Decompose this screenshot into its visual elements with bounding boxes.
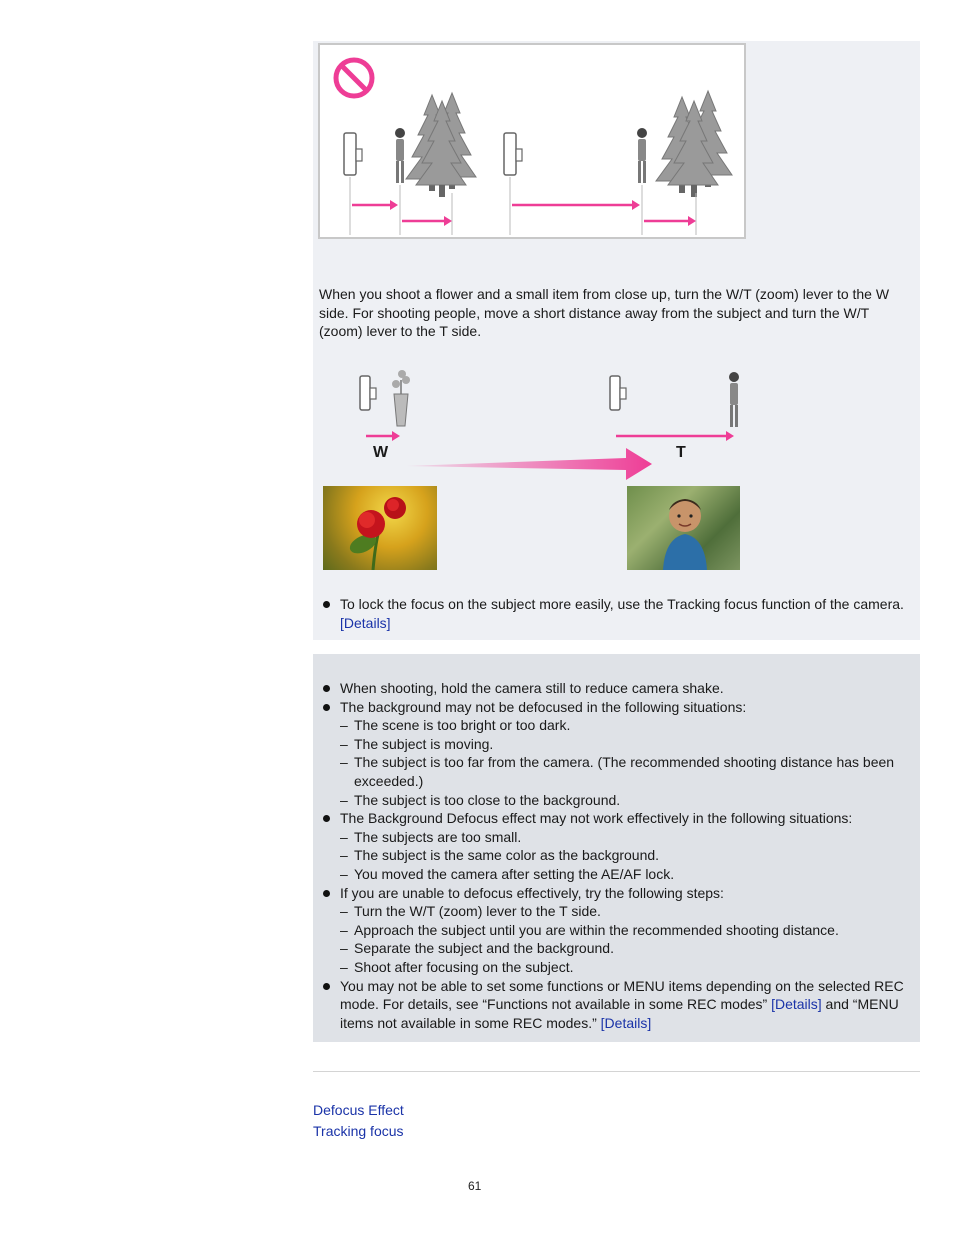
- note-text: The background may not be defocused in the following situations:: [340, 698, 747, 715]
- list-item: [313, 679, 920, 698]
- sub-item: – Shoot after focusing on the subject.: [340, 958, 574, 975]
- flower-photo: [323, 486, 437, 570]
- list-item: [313, 977, 920, 1033]
- sub-item: – Turn the W/T (zoom) lever to the T side.: [340, 903, 601, 920]
- sub-item-text: The subject is too far from the camera. (The recommended shooting distance has been exceeded.): [354, 754, 895, 789]
- list-item: [313, 595, 920, 632]
- sub-item: – The subject is the same color as the background.: [340, 847, 660, 864]
- sub-item-text: The subjects are too small.: [354, 828, 522, 845]
- prohibited-icon: [336, 60, 372, 96]
- sub-item-text: Approach the subject until you are within the recommended shooting distance.: [354, 921, 839, 938]
- note-text: If you are unable to defocus effectively, try the following steps:: [340, 884, 724, 901]
- sub-item: – You moved the camera after setting the AE/AF lock.: [340, 865, 675, 882]
- tip-text: To lock the focus on the subject more easily, use the Tracking focus function of the camera.: [340, 596, 904, 612]
- sub-item-text: Shoot after focusing on the subject.: [354, 958, 574, 975]
- sub-item-text: The subject is too close to the background.: [354, 791, 621, 808]
- sub-item-text: The subject is the same color as the background.: [354, 847, 660, 864]
- tip-list: [313, 595, 920, 632]
- sub-item: – The scene is too bright or too dark.: [340, 717, 571, 734]
- sub-item-text: The subject is moving.: [354, 735, 494, 752]
- details-link[interactable]: [Details]: [600, 1014, 652, 1031]
- sub-item: – The subject is too close to the background.: [340, 791, 621, 808]
- flower-pot-icon: [392, 370, 410, 426]
- child-portrait-photo: [627, 486, 740, 570]
- sub-item: – The subject is too far from the camera. (The recommended shooting distance has been exceeded.): [340, 754, 895, 789]
- prohibited-distance-illustration: [318, 43, 746, 239]
- page-number: 61: [468, 1179, 482, 1193]
- sub-item-text: You moved the camera after setting the AE/AF lock.: [354, 865, 675, 882]
- details-link[interactable]: [Details]: [340, 614, 391, 631]
- sub-item: – Approach the subject until you are within the recommended shooting distance.: [340, 921, 839, 938]
- notes-list: [313, 679, 920, 1032]
- note-text: and “MENU items not available in some REC modes.”: [340, 996, 899, 1031]
- zoom-advice-paragraph: When you shoot a flower and a small item from close up, turn the W/T (zoom) lever to the W side. For shooting people, move a short distance away from the subject and turn the W/T (zoom) lever to the T side.: [319, 286, 890, 340]
- related-link-tracking-focus[interactable]: Tracking focus: [313, 1123, 404, 1139]
- sub-item: – The subject is moving.: [340, 735, 494, 752]
- person-icon: [729, 372, 739, 427]
- list-item: [313, 884, 920, 903]
- sub-item-text: The scene is too bright or too dark.: [354, 717, 571, 734]
- related-link-defocus-effect[interactable]: Defocus Effect: [313, 1102, 404, 1118]
- note-text: The Background Defocus effect may not work effectively in the following situations:: [340, 810, 853, 827]
- sub-item-text: Separate the subject and the background.: [354, 940, 614, 957]
- divider: [313, 1071, 920, 1072]
- note-text: You may not be able to set some functions or MENU items depending on the selected REC mode. For details, see “Functions not available in some REC modes”: [340, 977, 904, 1013]
- sub-item-text: Turn the W/T (zoom) lever to the T side.: [354, 903, 601, 920]
- list-item: [313, 698, 920, 717]
- sub-item: – Separate the subject and the background.: [340, 940, 614, 957]
- list-item: [313, 809, 920, 828]
- sub-item: – The subjects are too small.: [340, 828, 522, 845]
- w-label: W: [373, 444, 389, 461]
- t-label: T: [676, 444, 686, 461]
- note-text: When shooting, hold the camera still to reduce camera shake.: [340, 680, 724, 696]
- details-link[interactable]: [Details]: [771, 996, 822, 1013]
